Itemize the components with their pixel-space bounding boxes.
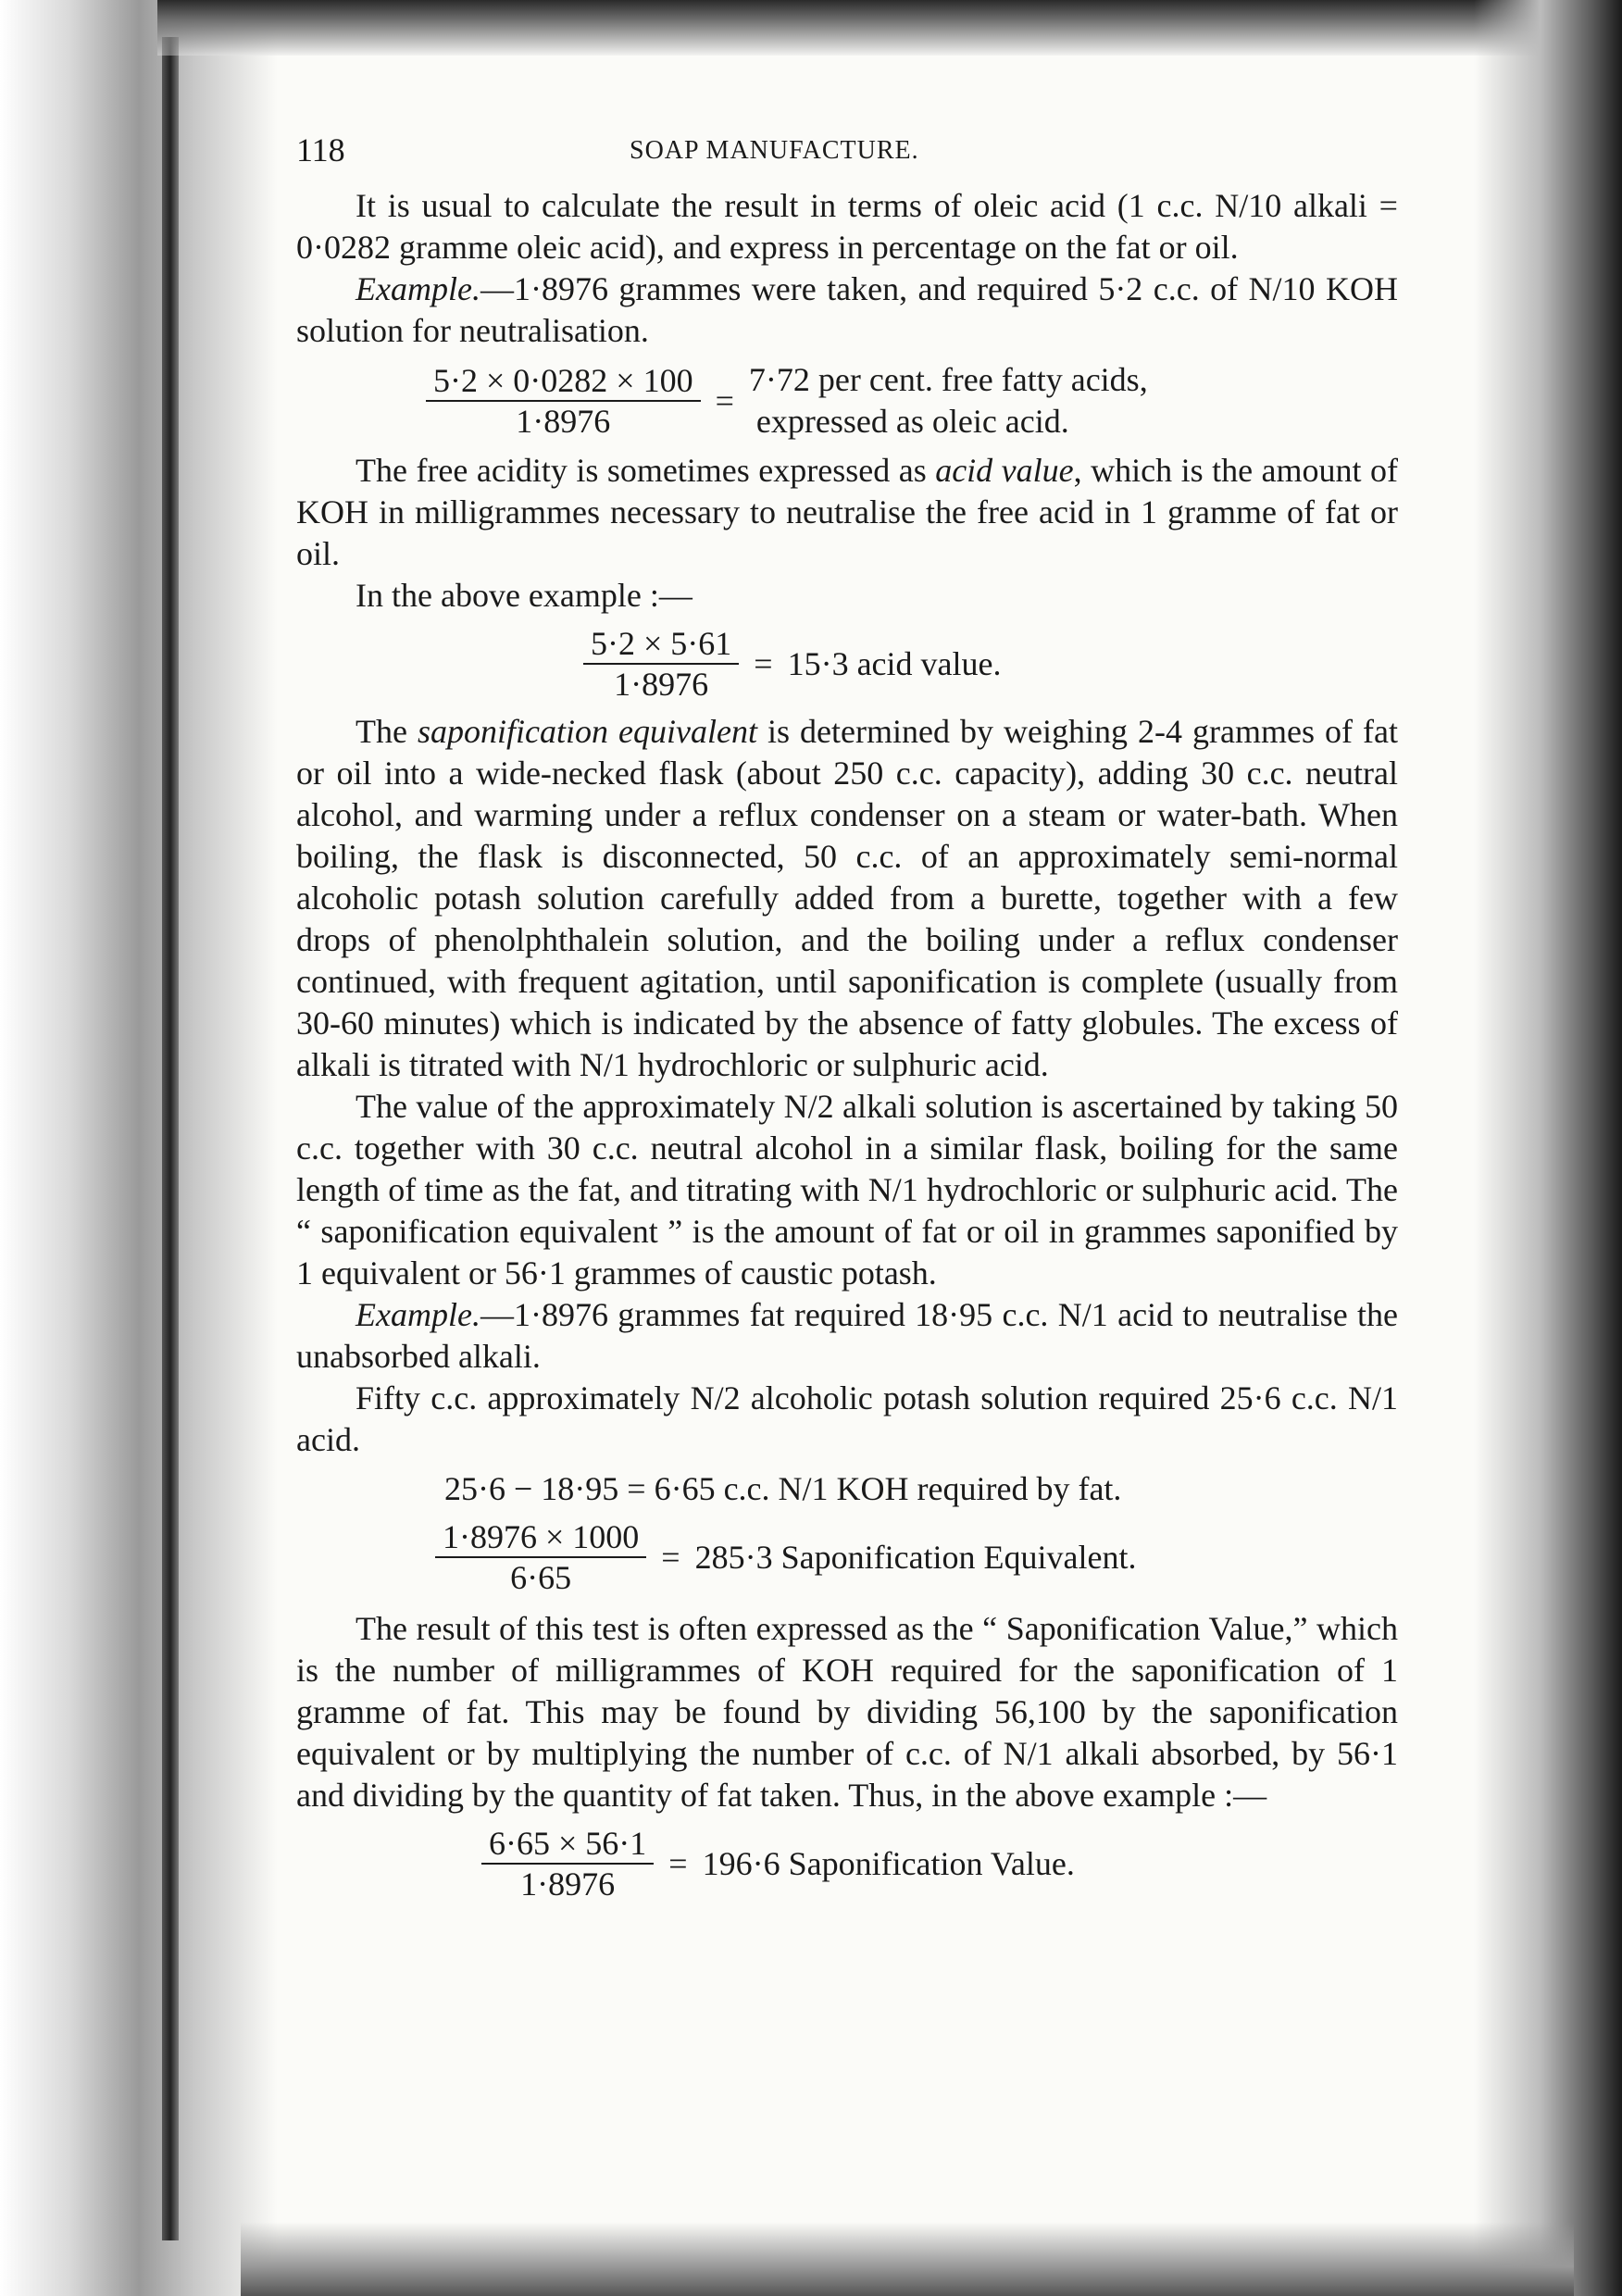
example-label: Example. — [356, 270, 480, 307]
example-label: Example. — [356, 1296, 480, 1333]
formula-saponification-equivalent — [435, 1517, 1398, 1597]
fraction — [426, 361, 701, 441]
formula-acid-value — [583, 624, 1398, 704]
formula-koh-required: 25·6 − 18·95 = 6·65 c.c. N/1 KOH required by fat. — [444, 1470, 1122, 1507]
paragraph-saponification-equivalent — [296, 711, 1398, 1086]
page-number: 118 — [296, 131, 345, 168]
term-acid-value: acid value — [935, 452, 1074, 489]
equals-sign: = — [715, 381, 734, 419]
paragraph-alkali-value: The value of the approximately N/2 alkali solution is ascertained by taking 50 c.c. together with 30 c.c. neutral alcohol in a similar flask, boiling for the same length of time as the fat, and titrating with N/1 hydrochloric or sulphuric acid. The “ saponification equivalent ” is the amount of fat or oil in grammes saponified by 1 equivalent or 56·1 grammes of caustic potash. — [296, 1088, 1398, 1292]
formula-result: 196·6 Saponification Value. — [702, 1844, 1075, 1882]
text-segment: is determined by weighing 2-4 grammes of fat or oil into a wide-necked flask (about 250 c.c. capacity), adding 30 c.c. neutral alcohol, and warming under a reflux condenser on a steam or water-bath. When boiling, the flask is disconnected, 50 c.c. of an approximately semi-normal alcoholic potash solution carefully added from a burette, together with a few drops of phenolphthalein solution, and the boiling under a reflux condenser continued, with frequent agitation, until saponification is complete (usually from 30-60 minutes) which is indicated by the absence of fatty globules. The excess of alkali is titrated with N/1 hydrochloric or sulphuric acid. — [296, 713, 1398, 1083]
formula-result: 285·3 Saponification Equivalent. — [694, 1538, 1137, 1576]
scan-shadow-bottom — [241, 2222, 1574, 2296]
equals-sign: = — [661, 1538, 680, 1576]
denominator: 6·65 — [510, 1559, 572, 1596]
example-two — [296, 1294, 1398, 1378]
running-title: SOAP MANUFACTURE. — [630, 136, 919, 165]
example-text: —1·8976 grammes fat required 18·95 c.c. N/1 acid to neutralise the unabsorbed alkali. — [296, 1296, 1398, 1375]
result-line-1: 7·72 per cent. free fatty acids, — [748, 361, 1148, 398]
scan-shadow-right — [1474, 0, 1622, 2296]
numerator: 1·8976 × 1000 — [435, 1517, 646, 1558]
result-line-2: expressed as oleic acid. — [755, 403, 1069, 440]
example-text: —1·8976 grammes were taken, and required 5·2 c.c. of N/10 KOH solution for neutralisation. — [296, 270, 1398, 349]
text-segment: , which is the amount of KOH in milligrammes necessary to neutralise the free acid in 1 gramme of fat or oil. — [296, 452, 1398, 572]
paragraph-saponification-value: The result of this test is often expressed as the “ Saponification Value,” which is the number of milligrammes of KOH required for the saponification of 1 gramme of fat. This may be found by dividing 56,100 by the saponification equivalent or by multiplying the number of c.c. of N/1 alkali absorbed, by 56·1 and dividing by the quantity of fat taken. Thus, in the above example :— — [296, 1610, 1398, 1814]
running-head — [296, 130, 1398, 185]
term-saponification-equivalent: saponification equivalent — [418, 713, 757, 750]
fraction — [435, 1517, 646, 1597]
scan-shadow-top — [157, 0, 1602, 56]
formula-result — [749, 359, 1148, 443]
equals-sign: = — [668, 1844, 688, 1882]
paragraph-fifty-cc: Fifty c.c. approximately N/2 alcoholic potash solution required 25·6 c.c. N/1 acid. — [296, 1379, 1398, 1458]
denominator: 1·8976 — [520, 1866, 616, 1903]
binding-shadow-left — [0, 0, 278, 2296]
paragraph-acid-value — [296, 450, 1398, 575]
binding-edge-left — [162, 37, 179, 2240]
formula-result: 15·3 acid value. — [787, 644, 1002, 682]
fraction — [583, 624, 739, 704]
formula-free-fatty-acids — [426, 359, 1398, 443]
numerator: 5·2 × 0·0282 × 100 — [426, 361, 701, 402]
text-segment: The — [356, 713, 418, 750]
fraction — [481, 1824, 654, 1903]
example-one — [296, 268, 1398, 352]
formula-saponification-value — [481, 1824, 1398, 1903]
numerator: 6·65 × 56·1 — [481, 1824, 654, 1865]
denominator: 1·8976 — [614, 666, 709, 703]
paragraph-above-example: In the above example :— — [356, 577, 692, 614]
paragraph-oleic-acid: It is usual to calculate the result in terms of oleic acid (1 c.c. N/10 alkali = 0·0282 gramme oleic acid), and express in percentage on the fat or oil. — [296, 187, 1398, 266]
denominator: 1·8976 — [516, 403, 611, 440]
page-content — [296, 130, 1398, 1911]
text-segment: The free acidity is sometimes expressed as — [356, 452, 936, 489]
numerator: 5·2 × 5·61 — [583, 624, 739, 665]
equals-sign: = — [754, 644, 773, 682]
